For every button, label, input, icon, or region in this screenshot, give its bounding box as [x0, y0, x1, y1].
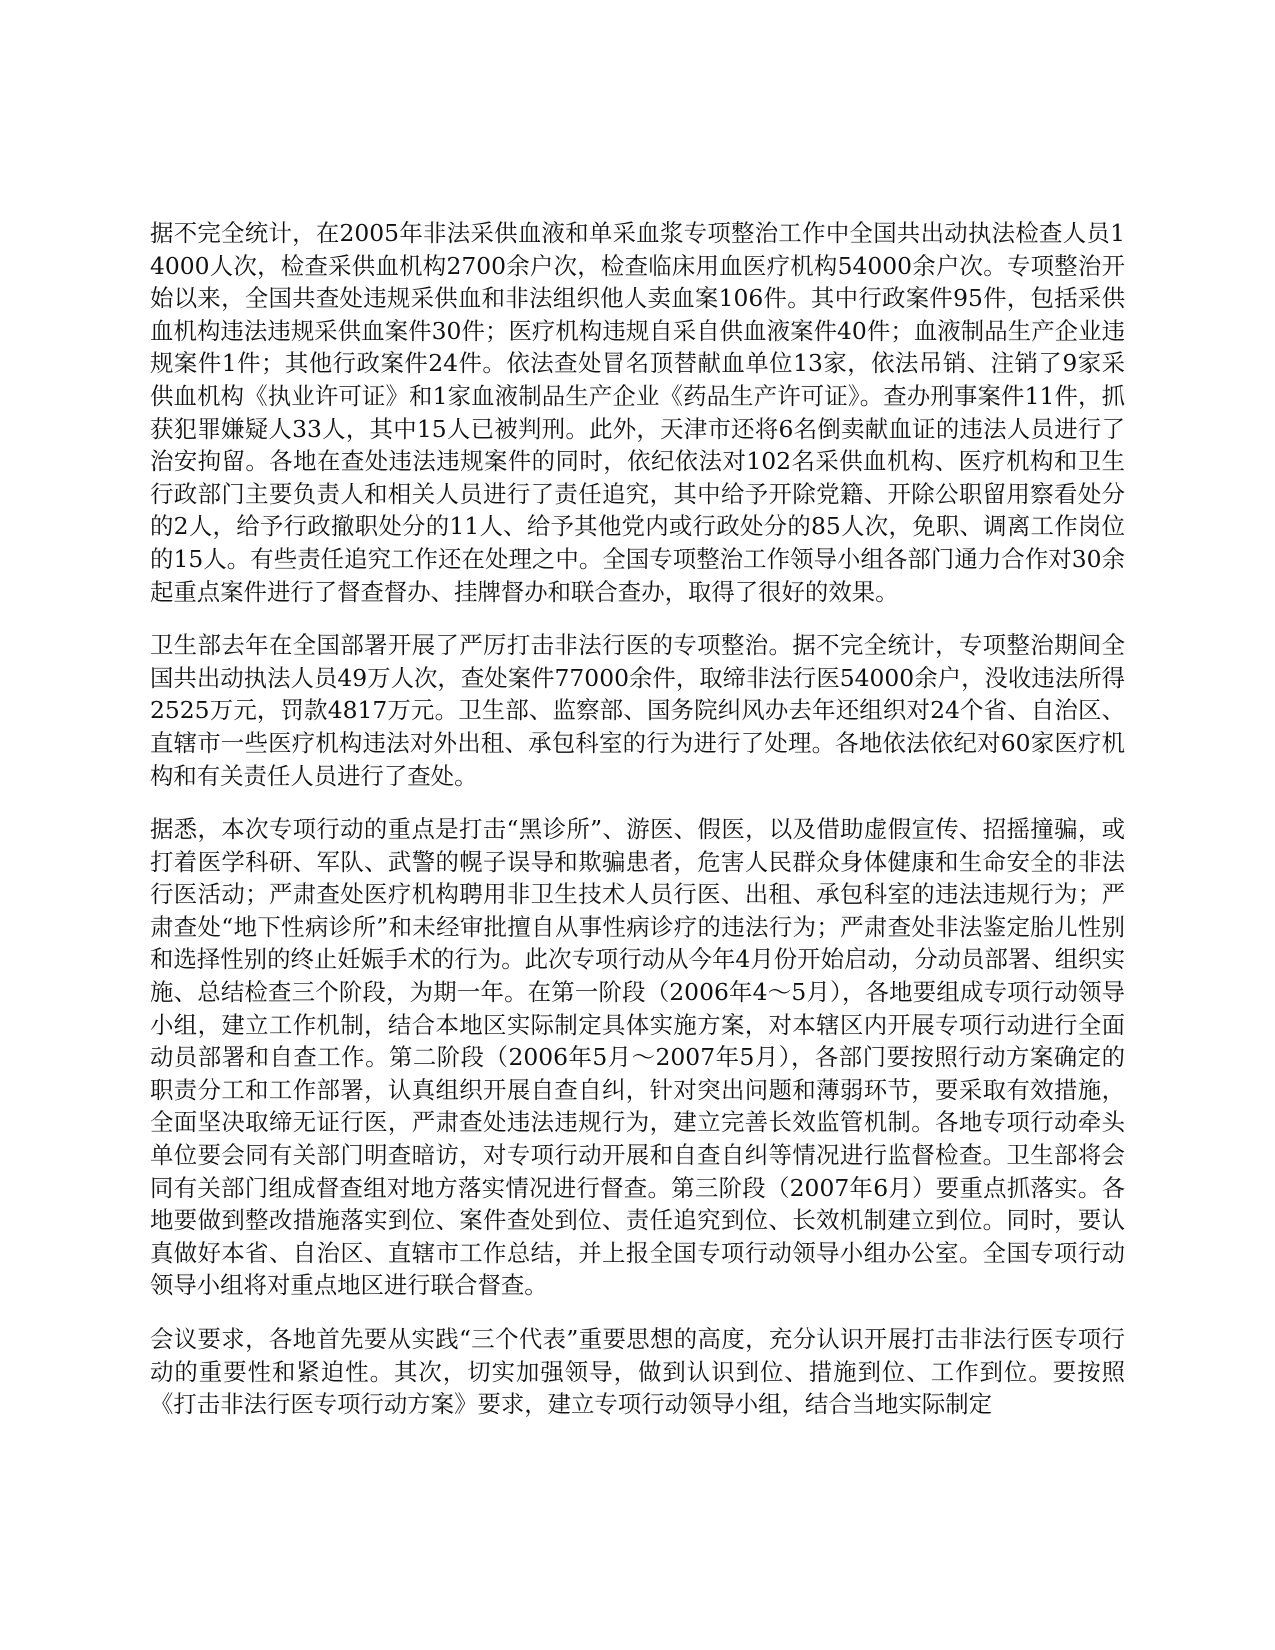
document-body — [150, 217, 1125, 1442]
paragraph-blood-collection-stats: 据不完全统计，在2005年非法采供血液和单采血浆专项整治工作中全国共出动执法检查人员14000人次，检查采供血机构2700余户次，检查临床用血医疗机构54000余户次。专项整治开始以来，全国共查处违规采供血和非法组织他人卖血案106件。其中行政案件95件，包括采供血机构违法违规采供血案件30件；医疗机构违规自采自供血液案件40件；血液制品生产企业违规案件1件；其他行政案件24件。依法查处冒名顶替献血单位13家，依法吊销、注销了9家采供血机构《执业许可证》和1家血液制品生产企业《药品生产许可证》。查办刑事案件11件，抓获犯罪嫌疑人33人，其中15人已被判刑。此外，天津市还将6名倒卖献血证的违法人员进行了治安拘留。各地在查处违法违规案件的同时，依纪依法对102名采供血机构、医疗机构和卫生行政部门主要负责人和相关人员进行了责任追究，其中给予开除党籍、开除公职留用察看处分的2人，给予行政撤职处分的11人、给予其他党内或行政处分的85人次，免职、调离工作岗位的15人。有些责任追究工作还在处理之中。全国专项整治工作领导小组各部门通力合作对30余起重点案件进行了督查督办、挂牌督办和联合查办，取得了很好的效果。 — [150, 219, 1125, 606]
paragraph-action-focus-and-phases: 据悉，本次专项行动的重点是打击“黑诊所”、游医、假医，以及借助虚假宣传、招摇撞骗，或打着医学科研、军队、武警的幌子误导和欺骗患者，危害人民群众身体健康和生命安全的非法行医活动；严肃查处医疗机构聘用非卫生技术人员行医、出租、承包科室的违法违规行为；严肃查处“地下性病诊所”和未经审批擅自从事性病诊疗的违法行为；严肃查处非法鉴定胎儿性别和选择性别的终止妊娠手术的行为。此次专项行动从今年4月份开始启动，分动员部署、组织实施、总结检查三个阶段，为期一年。在第一阶段（2006年4～5月），各地要组成专项行动领导小组，建立工作机制，结合本地区实际制定具体实施方案，对本辖区内开展专项行动进行全面动员部署和自查工作。第二阶段（2006年5月～2007年5月），各部门要按照行动方案确定的职责分工和工作部署，认真组织开展自查自纠，针对突出问题和薄弱环节，要采取有效措施，全面坚决取缔无证行医，严肃查处违法违规行为，建立完善长效监管机制。各地专项行动牵头单位要会同有关部门明查暗访，对专项行动开展和自查自纠等情况进行监督检查。卫生部将会同有关部门组成督查组对地方落实情况进行督查。第三阶段（2007年6月）要重点抓落实。各地要做到整改措施落实到位、案件查处到位、责任追究到位、长效机制建立到位。同时，要认真做好本省、自治区、直辖市工作总结，并上报全国专项行动领导小组办公室。全国专项行动领导小组将对重点地区进行联合督查。 — [150, 815, 1125, 1300]
paragraph-illegal-practice-campaign: 卫生部去年在全国部署开展了严厉打击非法行医的专项整治。据不完全统计，专项整治期间全国共出动执法人员49万人次，查处案件77000余件，取缔非法行医54000余户，没收违法所得2525万元，罚款4817万元。卫生部、监察部、国务院纠风办去年还组织对24个省、自治区、直辖市一些医疗机构违法对外出租、承包科室的行为进行了处理。各地依法依纪对60家医疗机构和有关责任人员进行了查处。 — [150, 631, 1125, 790]
paragraph-meeting-requirements: 会议要求，各地首先要从实践“三个代表”重要思想的高度，充分认识开展打击非法行医专项行动的重要性和紧迫性。其次，切实加强领导，做到认识到位、措施到位、工作到位。要按照《打击非法行医专项行动方案》要求，建立专项行动领导小组，结合当地实际制定 — [150, 1325, 1125, 1419]
